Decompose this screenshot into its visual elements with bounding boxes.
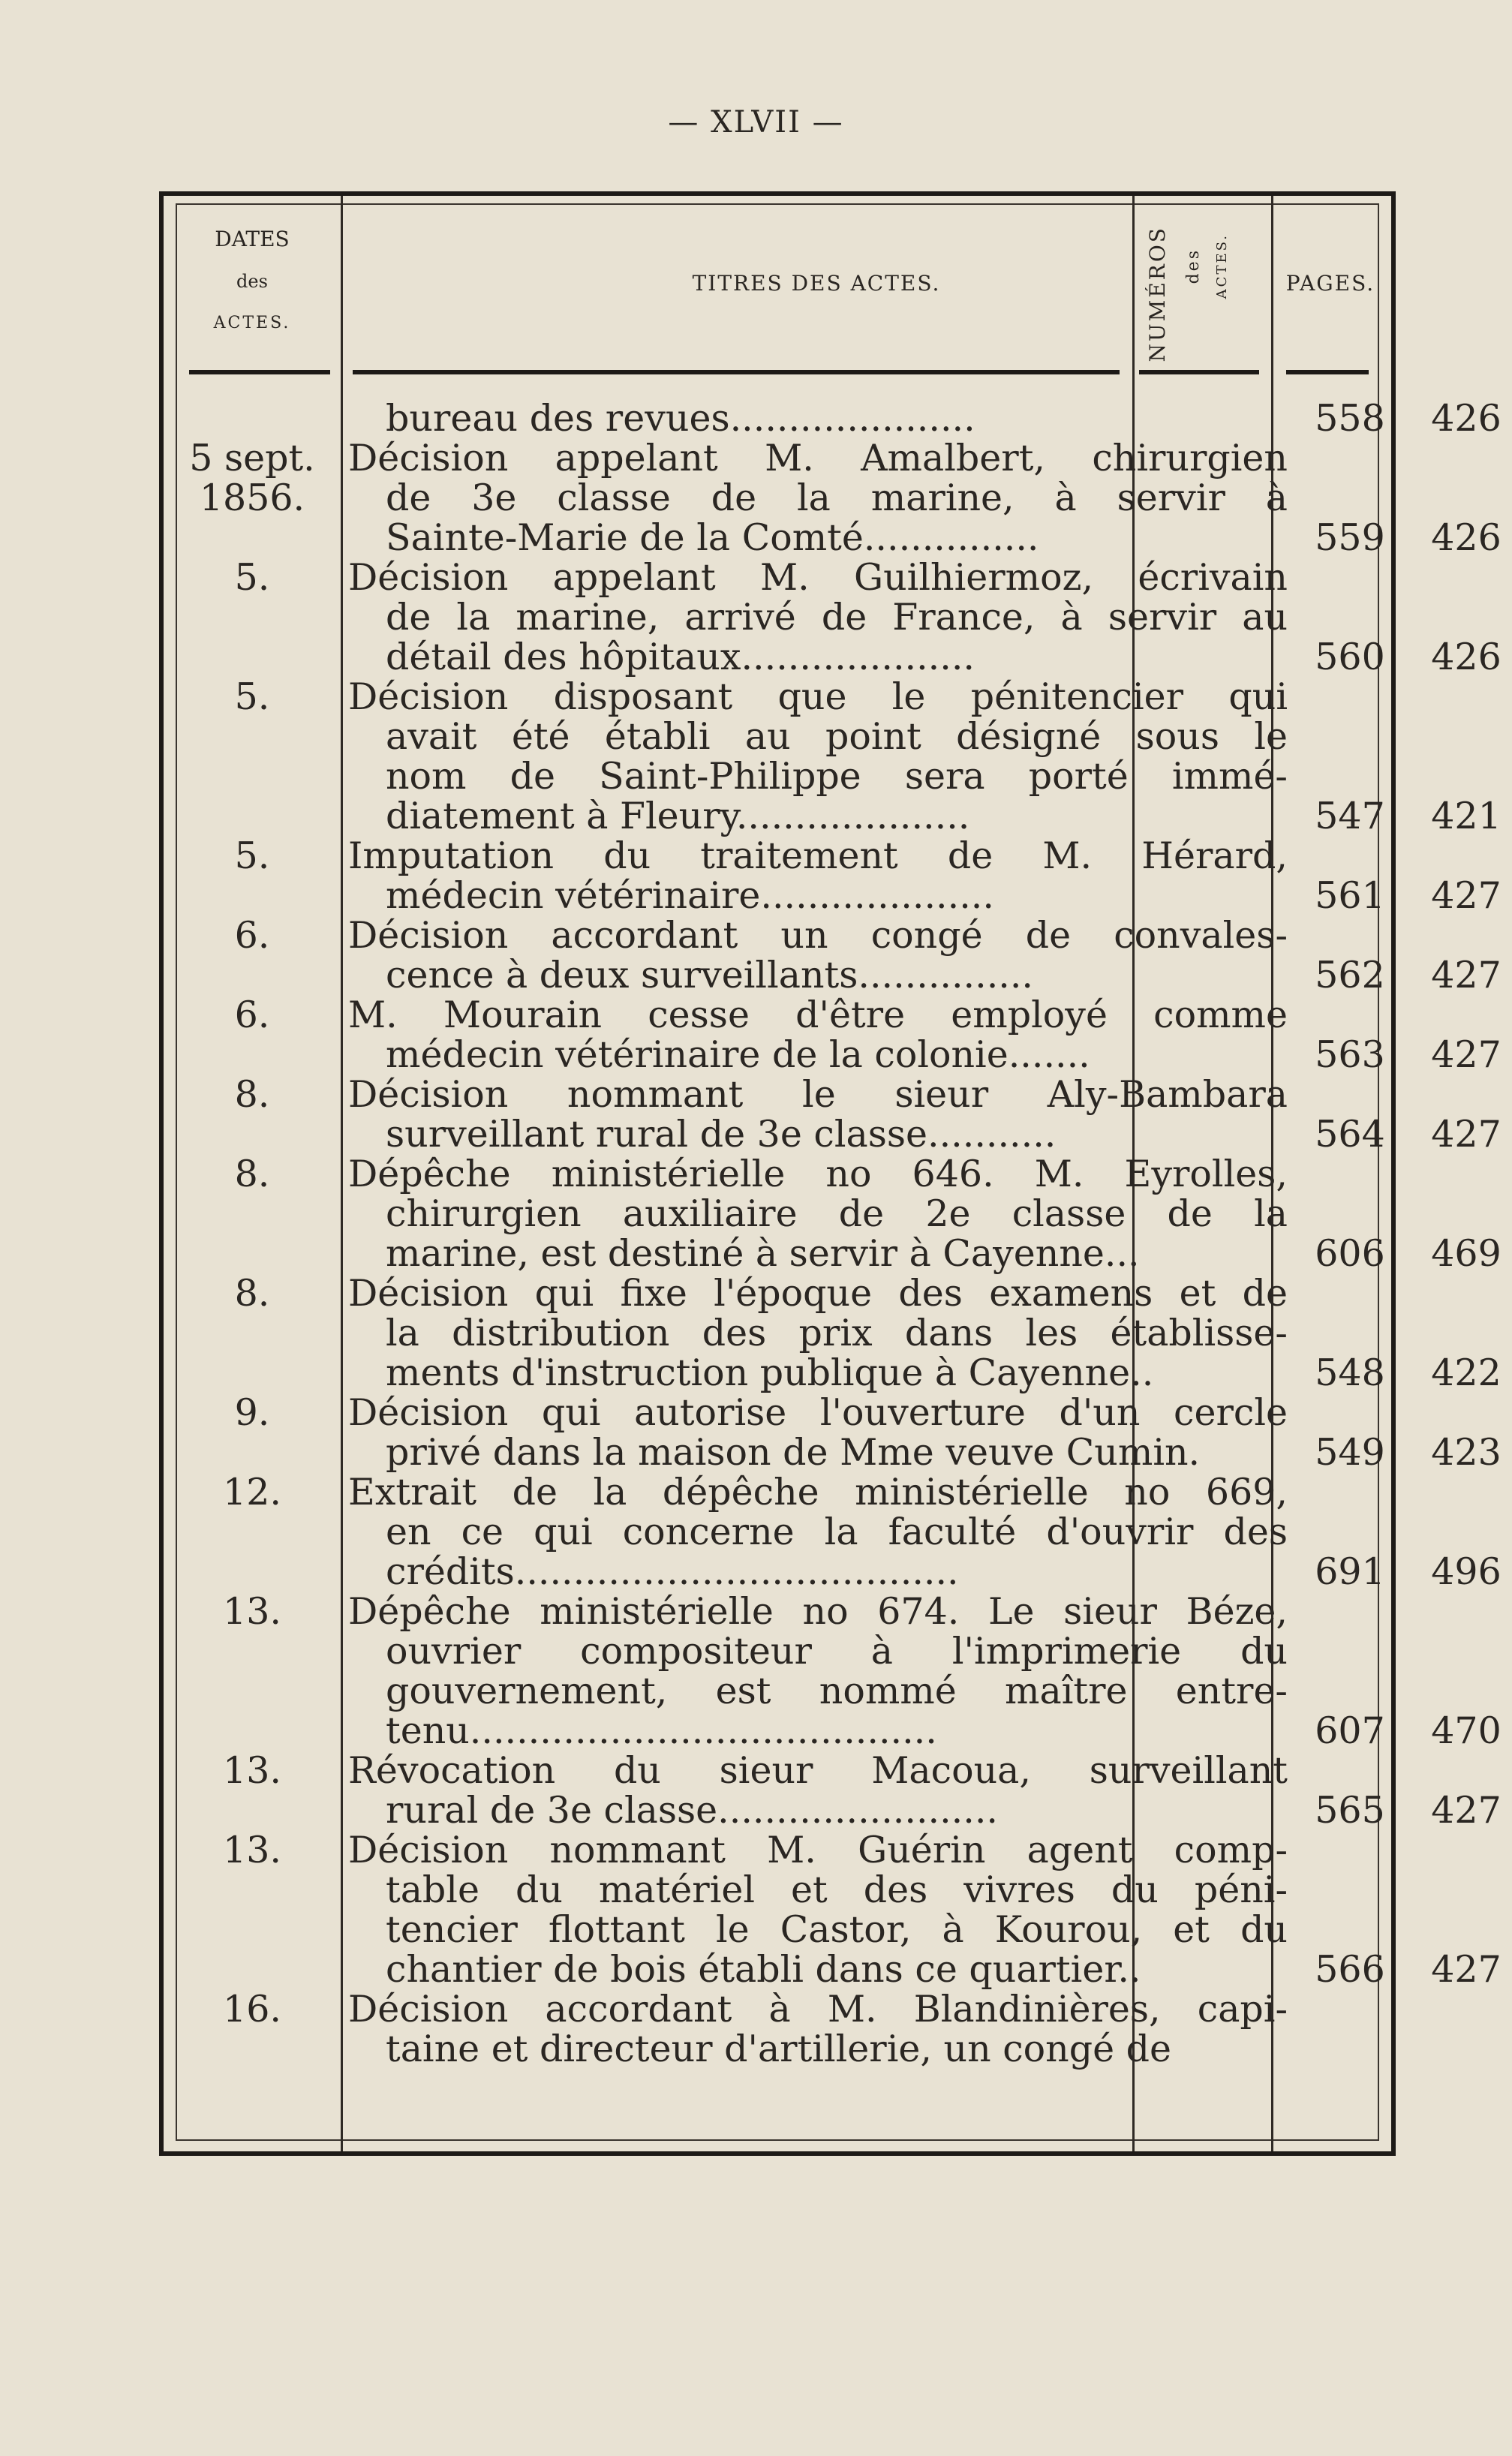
row-title-line: chirurgien auxiliaire de 2e classe de la [386, 1192, 1288, 1235]
row-title-line: nom de Saint-Philippe sera porté immé- [386, 755, 1288, 798]
row-act-number: 606 [1315, 1232, 1385, 1275]
row-title-line: crédits...................................... [386, 1550, 959, 1593]
row-title-line: en ce qui concerne la faculté d'ouvrir des [386, 1511, 1288, 1553]
row-date: 13. [223, 1829, 281, 1871]
row-title-line: de 3e classe de la marine, à servir à [386, 476, 1288, 519]
row-title [341, 995, 1294, 1075]
page-header: — XLVII — [668, 105, 844, 140]
row-title-line: Dépêche ministérielle no 646. M. Eyrolles, [348, 1153, 1288, 1195]
row-title-line: Décision nommant le sieur Aly-Bambara [348, 1073, 1288, 1116]
row-title-line: ouvrier compositeur à l'imprimerie du [386, 1630, 1288, 1673]
row-title-line: Révocation du sieur Macoua, surveillant [348, 1749, 1288, 1792]
row-title [341, 1393, 1294, 1472]
row-page: 427 [1431, 1789, 1501, 1832]
row-title-line: détail des hôpitaux.................... [386, 636, 975, 678]
row-title-line: M. Mourain cesse d'être employé comme [348, 994, 1288, 1036]
row-title-line: Décision nommant M. Guérin agent comp- [348, 1829, 1288, 1871]
row-title-line: médecin vétérinaire de la colonie....... [386, 1033, 1090, 1076]
row-date: 13. [223, 1749, 281, 1792]
row-date: 9. [234, 1391, 270, 1434]
row-title-line: médecin vétérinaire.................... [386, 874, 994, 917]
row-act-number: 691 [1315, 1550, 1385, 1593]
table-row [164, 1153, 1501, 1275]
table-row [164, 1590, 1501, 1752]
row-page: 426 [1431, 516, 1501, 559]
header-numeros-actes: ACTES. [1214, 233, 1230, 299]
table-row [164, 1272, 1501, 1394]
table-row [164, 437, 1501, 559]
row-title-line: tencier flottant le Castor, à Kourou, et du [386, 1908, 1288, 1951]
row-title-line: Imputation du traitement de M. Hérard, [348, 834, 1288, 877]
row-act-number: 566 [1315, 1948, 1385, 1991]
row-title [341, 558, 1294, 677]
row-page: 423 [1431, 1431, 1501, 1474]
row-title-line: privé dans la maison de Mme veuve Cumin. [386, 1431, 1201, 1474]
row-act-number: 607 [1315, 1709, 1385, 1752]
row-page: 427 [1431, 874, 1501, 917]
row-title [341, 1751, 1294, 1830]
row-title-line: surveillant rural de 3e classe........... [386, 1113, 1057, 1156]
row-title-line: Décision disposant que le pénitencier qui [348, 675, 1288, 718]
row-title-line: Décision accordant à M. Blandinières, capi- [348, 1988, 1288, 2031]
row-title-line: Décision appelant M. Guilhiermoz, écrivain [348, 556, 1288, 599]
row-title [341, 1592, 1294, 1751]
header-rule [189, 370, 330, 374]
row-page: 469 [1431, 1232, 1501, 1275]
table-row [164, 914, 1501, 997]
row-title-line: gouvernement, est nommé maître entre- [386, 1670, 1288, 1712]
row-act-number: 562 [1315, 954, 1385, 997]
row-act-number: 564 [1315, 1113, 1385, 1156]
row-act-number: 558 [1315, 397, 1385, 440]
row-date: 5. [234, 834, 270, 877]
row-title-line: Sainte-Marie de la Comté............... [386, 516, 1039, 559]
row-title [341, 1273, 1294, 1393]
row-act-number: 561 [1315, 874, 1385, 917]
row-page: 421 [1431, 795, 1501, 837]
header-rule [1286, 370, 1369, 374]
table-row [164, 675, 1501, 837]
header-titles: TITRES DES ACTES. [692, 271, 941, 296]
row-page: 422 [1431, 1351, 1501, 1394]
table-row [164, 1829, 1501, 1991]
row-date: 8. [234, 1073, 270, 1116]
header-rule [1139, 370, 1259, 374]
row-page: 427 [1431, 1948, 1501, 1991]
header-pages: PAGES. [1285, 271, 1375, 296]
row-act-number: 549 [1315, 1431, 1385, 1474]
row-title-line: taine et directeur d'artillerie, un congé de [386, 2028, 1172, 2070]
header-numeros-main: NUMÉROS [1145, 226, 1170, 362]
header-rule [353, 370, 1120, 374]
row-page: 426 [1431, 636, 1501, 678]
row-act-number: 565 [1315, 1789, 1385, 1832]
table-row [164, 1073, 1501, 1156]
row-title [341, 915, 1294, 995]
table-row [164, 1471, 1501, 1593]
row-title [341, 1830, 1294, 1989]
header-dates [177, 218, 327, 344]
row-title [341, 1154, 1294, 1273]
row-title-line: Dépêche ministérielle no 674. Le sieur Béze, [348, 1590, 1288, 1633]
table-row [164, 834, 1501, 917]
table-row [164, 556, 1501, 678]
row-date: 16. [223, 1988, 281, 2031]
table-row [164, 397, 1501, 440]
table-body [164, 397, 1501, 2070]
row-title [341, 1989, 1294, 2069]
row-act-number: 559 [1315, 516, 1385, 559]
row-act-number: 560 [1315, 636, 1385, 678]
row-page: 427 [1431, 954, 1501, 997]
row-title-line: Décision qui autorise l'ouverture d'un cercle [348, 1391, 1288, 1434]
row-page: 496 [1431, 1550, 1501, 1593]
acts-table [159, 191, 1501, 2156]
row-title-line: avait été établi au point désigné sous le [386, 715, 1288, 758]
row-date: 8. [234, 1153, 270, 1195]
header-dates-line: DATES [215, 227, 290, 251]
row-act-number: 563 [1315, 1033, 1385, 1076]
row-act-number: 548 [1315, 1351, 1385, 1394]
row-title-line: table du matériel et des vivres du péni- [386, 1868, 1288, 1911]
row-title-line: Décision appelant M. Amalbert, chirurgien [348, 437, 1288, 479]
row-title-line: rural de 3e classe........................ [386, 1789, 998, 1832]
row-title-line: chantier de bois établi dans ce quartier.. [386, 1948, 1141, 1991]
row-title-line: marine, est destiné à servir à Cayenne... [386, 1232, 1140, 1275]
row-date: 5. [234, 556, 270, 599]
row-title-line: tenu........................................ [386, 1709, 937, 1752]
row-date: 8. [234, 1272, 270, 1315]
header-dates-line: des [236, 271, 268, 292]
row-title-line: ments d'instruction publique à Cayenne.. [386, 1351, 1154, 1394]
row-title [341, 836, 1294, 915]
table-row [164, 1749, 1501, 1832]
row-date: 12. [223, 1471, 281, 1514]
row-title [341, 398, 1294, 438]
table-row [164, 1391, 1501, 1474]
row-act-number: 547 [1315, 795, 1385, 837]
row-title-line: Extrait de la dépêche ministérielle no 669, [348, 1471, 1288, 1514]
row-title-line: bureau des revues..................... [386, 397, 975, 440]
table-row [164, 1989, 1391, 2069]
table-row [164, 994, 1501, 1076]
row-date: 6. [234, 994, 270, 1036]
row-date: 5 sept. 1856. [189, 437, 315, 519]
row-date: 13. [223, 1590, 281, 1633]
row-title [341, 1472, 1294, 1592]
row-date [164, 398, 341, 438]
row-page: 426 [1431, 397, 1501, 440]
row-title-line: de la marine, arrivé de France, à servir au [386, 596, 1288, 639]
row-page: 427 [1431, 1033, 1501, 1076]
header-numeros [1132, 218, 1274, 362]
row-title [341, 1075, 1294, 1154]
row-page: 470 [1431, 1709, 1501, 1752]
row-date: 6. [234, 914, 270, 957]
header-numeros-des: des [1184, 248, 1203, 284]
row-page: 427 [1431, 1113, 1501, 1156]
row-title-line: cence à deux surveillants............... [386, 954, 1034, 997]
row-date: 5. [234, 675, 270, 718]
header-dates-line: ACTES. [213, 314, 291, 332]
row-title [341, 677, 1294, 836]
row-title-line: Décision accordant un congé de convales- [348, 914, 1288, 957]
row-title [341, 438, 1294, 558]
row-title-line: diatement à Fleury.................... [386, 795, 970, 837]
row-title-line: Décision qui fixe l'époque des examens et de [348, 1272, 1288, 1315]
row-title-line: la distribution des prix dans les établisse- [386, 1312, 1288, 1354]
